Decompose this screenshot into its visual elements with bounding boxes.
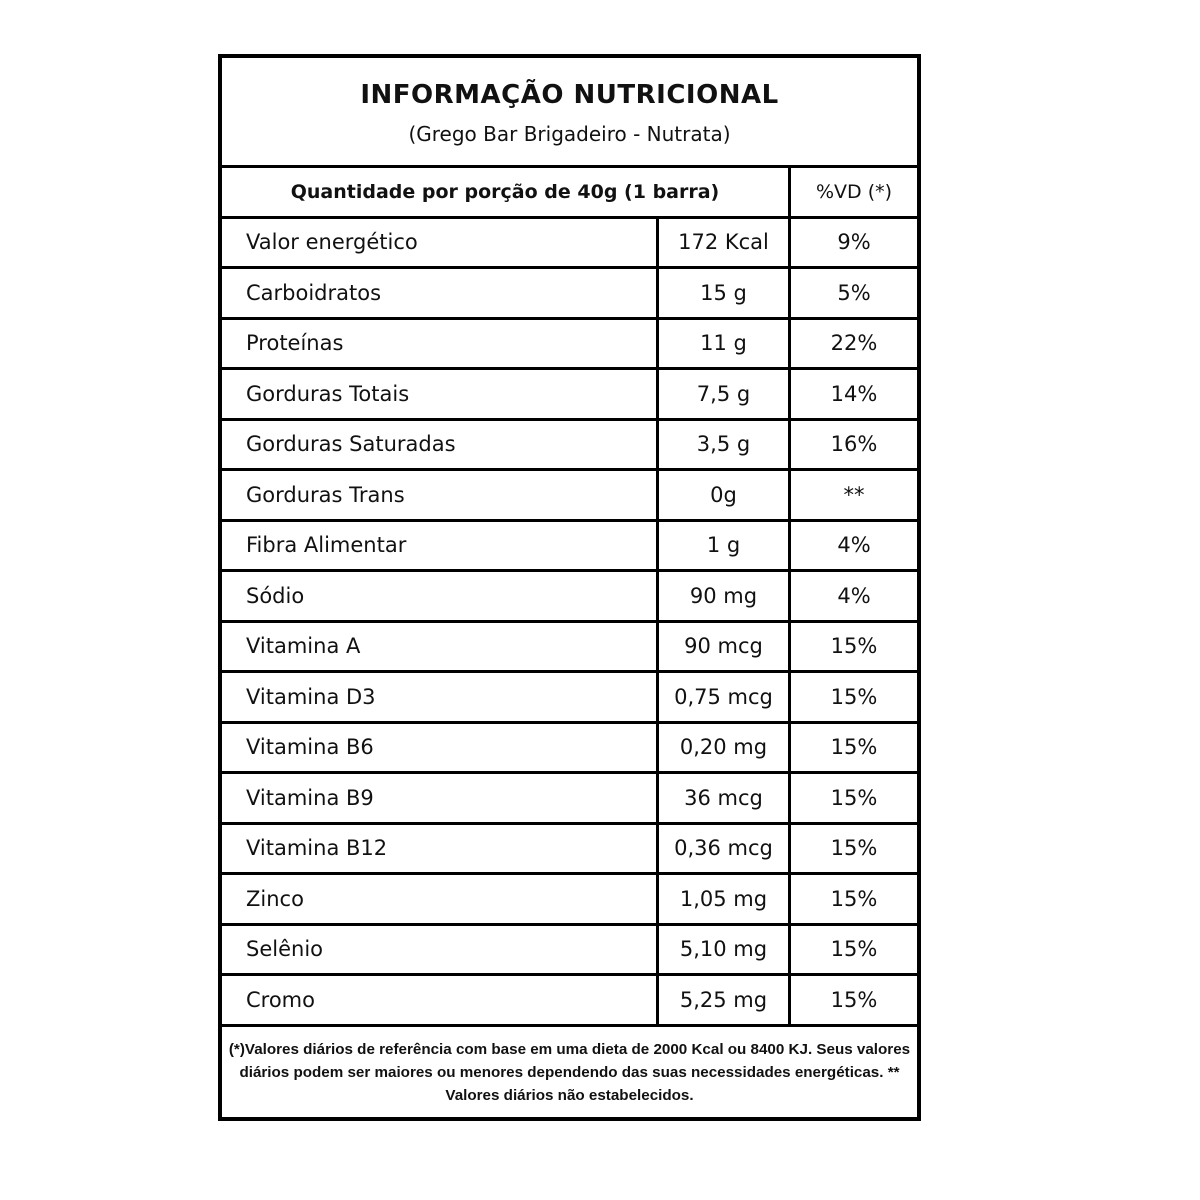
table-row xyxy=(222,219,917,270)
footnote-line: Valores diários não estabelecidos. xyxy=(445,1087,694,1104)
nutrient-name: Sódio xyxy=(222,572,659,620)
nutrient-amount: 5,25 mg xyxy=(659,976,791,1024)
table-row xyxy=(222,421,917,472)
serving-size-header: Quantidade por porção de 40g (1 barra) xyxy=(222,168,791,216)
nutrient-amount: 90 mcg xyxy=(659,623,791,671)
product-subtitle: (Grego Bar Brigadeiro - Nutrata) xyxy=(408,122,731,146)
nutrient-daily-value: 15% xyxy=(830,684,878,709)
table-row xyxy=(222,471,917,522)
nutrient-daily-value: 4% xyxy=(837,533,871,558)
nutrient-name: Vitamina D3 xyxy=(222,673,659,721)
nutrient-daily-value: 15% xyxy=(830,785,878,810)
nutrient-amount: 0,20 mg xyxy=(659,724,791,772)
nutrient-name: Vitamina B9 xyxy=(222,774,659,822)
nutrient-daily-value: ** xyxy=(843,482,865,507)
nutrient-amount: 0,75 mcg xyxy=(659,673,791,721)
table-row xyxy=(222,673,917,724)
table-row xyxy=(222,572,917,623)
title-block xyxy=(222,58,917,168)
nutrient-amount: 0g xyxy=(659,471,791,519)
table-row xyxy=(222,875,917,926)
table-row xyxy=(222,522,917,573)
nutrient-daily-value: 15% xyxy=(830,735,878,760)
nutrient-name: Selênio xyxy=(222,926,659,974)
nutrient-name: Valor energético xyxy=(222,219,659,267)
nutrient-name: Fibra Alimentar xyxy=(222,522,659,570)
nutrient-amount: 36 mcg xyxy=(659,774,791,822)
nutrient-amount: 172 Kcal xyxy=(659,219,791,267)
table-header-row xyxy=(222,168,917,219)
nutrition-facts-label xyxy=(218,54,921,1121)
table-row xyxy=(222,926,917,977)
nutrient-name: Cromo xyxy=(222,976,659,1024)
table-body xyxy=(222,219,917,1027)
nutrient-amount: 90 mg xyxy=(659,572,791,620)
nutrient-daily-value: 9% xyxy=(837,230,871,255)
footnote-line: (*)Valores diários de referência com base em uma dieta de 2000 Kcal ou 8400 KJ. Seus valores xyxy=(228,1041,911,1058)
nutrient-name: Vitamina B12 xyxy=(222,825,659,873)
nutrient-name: Zinco xyxy=(222,875,659,923)
table-row xyxy=(222,825,917,876)
page-title: INFORMAÇÃO NUTRICIONAL xyxy=(360,80,779,110)
nutrient-amount: 0,36 mcg xyxy=(659,825,791,873)
nutrient-amount: 15 g xyxy=(659,269,791,317)
nutrient-daily-value: 15% xyxy=(830,987,878,1012)
nutrient-amount: 1 g xyxy=(659,522,791,570)
nutrient-amount: 5,10 mg xyxy=(659,926,791,974)
nutrition-table xyxy=(222,168,917,1027)
nutrient-name: Proteínas xyxy=(222,320,659,368)
nutrient-name: Gorduras Trans xyxy=(222,471,659,519)
nutrient-amount: 7,5 g xyxy=(659,370,791,418)
nutrient-daily-value: 15% xyxy=(830,634,878,659)
nutrient-daily-value: 15% xyxy=(830,836,878,861)
nutrient-amount: 3,5 g xyxy=(659,421,791,469)
vd-header: %VD (*) xyxy=(815,180,893,203)
nutrient-name: Vitamina B6 xyxy=(222,724,659,772)
table-row xyxy=(222,724,917,775)
nutrient-daily-value: 16% xyxy=(830,432,878,457)
nutrient-daily-value: 15% xyxy=(830,937,878,962)
table-row xyxy=(222,320,917,371)
table-row xyxy=(222,623,917,674)
nutrient-name: Gorduras Totais xyxy=(222,370,659,418)
nutrient-daily-value: 5% xyxy=(837,280,871,305)
table-row xyxy=(222,269,917,320)
nutrient-daily-value: 22% xyxy=(830,331,878,356)
table-row xyxy=(222,774,917,825)
table-row xyxy=(222,370,917,421)
footnote-line: diários podem ser maiores ou menores dependendo das suas necessidades energéticas. ** xyxy=(239,1064,900,1081)
nutrient-amount: 11 g xyxy=(659,320,791,368)
nutrient-name: Carboidratos xyxy=(222,269,659,317)
nutrient-name: Gorduras Saturadas xyxy=(222,421,659,469)
footnote xyxy=(226,1038,913,1107)
nutrient-daily-value: 14% xyxy=(830,381,878,406)
table-row xyxy=(222,976,917,1027)
nutrient-daily-value: 4% xyxy=(837,583,871,608)
nutrient-amount: 1,05 mg xyxy=(659,875,791,923)
nutrient-daily-value: 15% xyxy=(830,886,878,911)
nutrient-name: Vitamina A xyxy=(222,623,659,671)
